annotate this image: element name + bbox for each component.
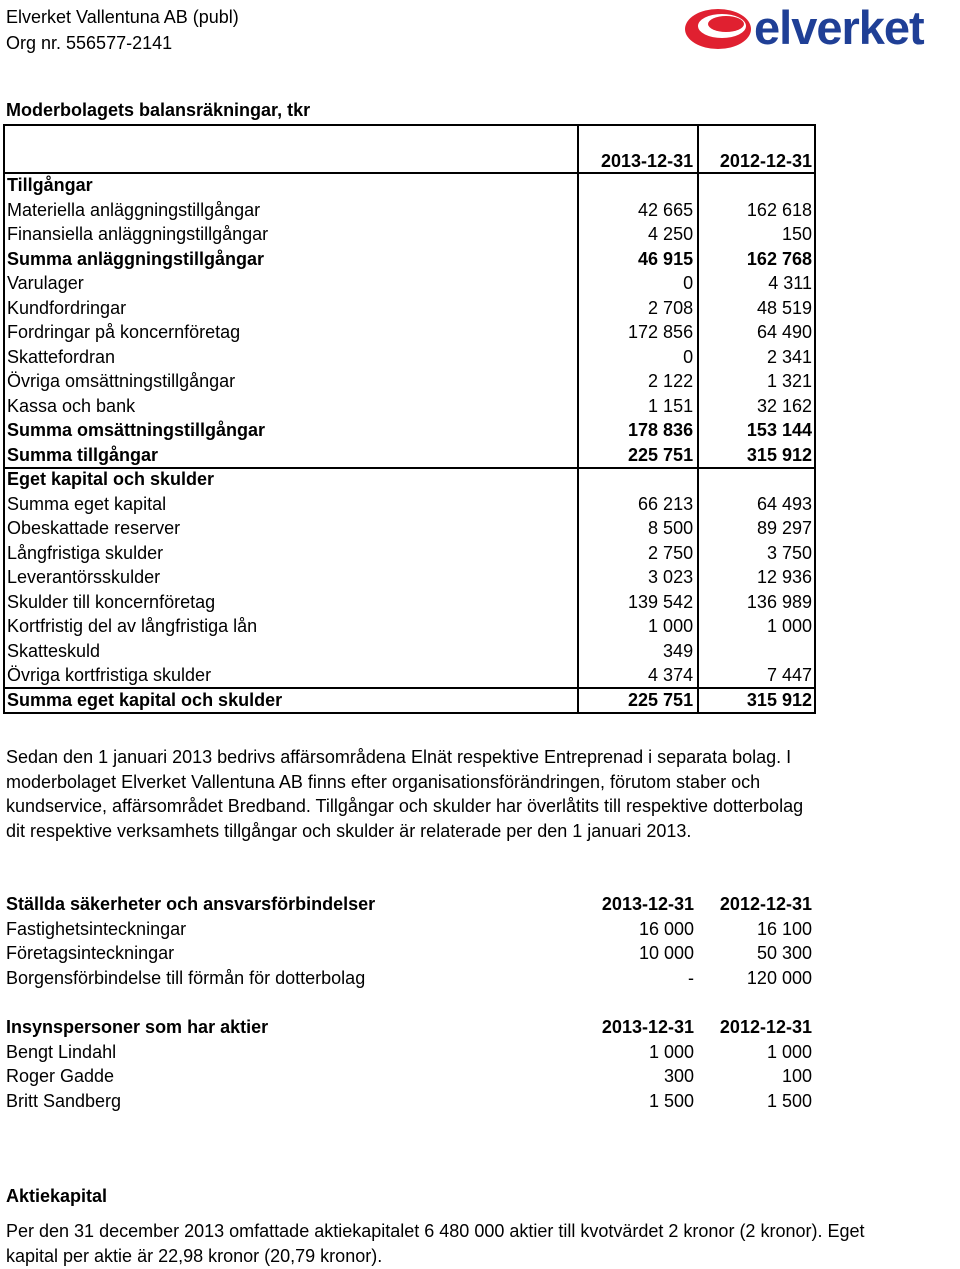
row-label: Leverantörsskulder [7,567,161,588]
row-value: 3 023 [578,565,698,590]
row-value: 1 151 [578,394,698,419]
row-label: Britt Sandberg [6,1090,122,1111]
row-value: 32 162 [698,394,816,419]
row-value: 10 000 [638,943,694,964]
table-row [3,345,816,370]
row-value: 315 912 [698,443,816,468]
row-value: 178 836 [578,418,698,443]
divider [3,467,816,469]
row-value: 7 447 [698,663,816,688]
row-value: 66 213 [578,492,698,517]
row-value: 3 750 [698,541,816,566]
table-row [3,271,816,296]
insiders-title: Insynspersoner som har aktier [6,1017,269,1038]
share-capital-title: Aktiekapital [6,1186,108,1206]
table-row [3,320,816,345]
column-header: 2012-12-31 [719,894,812,915]
row-label: Fastighetsinteckningar [6,918,187,939]
table-row [3,467,816,492]
table-header-row [3,892,815,917]
row-label: Summa tillgångar [7,444,159,465]
table-row [3,394,816,419]
row-value: 2 122 [578,369,698,394]
row-label: Kortfristig del av långfristiga lån [7,616,258,637]
table-row [3,541,816,566]
row-label: Varulager [7,273,84,294]
balance-sheet-table [3,124,816,712]
row-label: Summa eget kapital och skulder [7,689,283,710]
row-value [698,639,816,664]
table-row [3,1040,815,1065]
row-label: Skatteskuld [7,640,101,661]
table-row [3,222,816,247]
table-row [3,688,816,713]
pledges-title: Ställda säkerheter och ansvarsförbindelser [6,894,376,915]
row-value: 136 989 [698,590,816,615]
row-value: 4 311 [698,271,816,296]
row-label: Roger Gadde [6,1066,115,1087]
table-row [3,418,816,443]
row-value: 8 500 [578,516,698,541]
row-label: Materiella anläggningstillgångar [7,199,261,220]
row-value [578,467,698,492]
row-label: Kassa och bank [7,395,136,416]
row-value: 64 490 [698,320,816,345]
table-row [3,941,815,966]
table-row [3,565,816,590]
row-value: 225 751 [578,443,698,468]
row-value: 16 100 [756,918,812,939]
table-row [3,917,815,942]
balance-sheet-title: Moderbolagets balansräkningar, tkr [6,100,311,120]
logo-swoosh-icon [682,4,752,56]
row-value: 4 374 [578,663,698,688]
row-label: Eget kapital och skulder [7,469,215,490]
row-value: 1 000 [578,614,698,639]
table-row [3,590,816,615]
table-row [3,614,816,639]
row-label: Summa omsättningstillgångar [7,420,266,441]
row-label: Tillgångar [7,175,93,196]
row-value: 162 768 [698,247,816,272]
row-value: 1 321 [698,369,816,394]
table-row [3,492,816,517]
row-value: 89 297 [698,516,816,541]
row-value: 12 936 [698,565,816,590]
row-value: 300 [663,1066,694,1087]
logo-text: elverket [754,1,924,54]
row-value: 1 000 [698,614,816,639]
row-value: 46 915 [578,247,698,272]
row-label: Företagsinteckningar [6,943,175,964]
row-value: 48 519 [698,296,816,321]
row-value: 172 856 [578,320,698,345]
table-row [3,198,816,223]
insiders-table [3,1015,815,1113]
row-value: 1 500 [648,1090,694,1111]
row-value: 349 [578,639,698,664]
row-value: 0 [578,345,698,370]
row-label: Summa eget kapital [7,493,167,514]
table-row [3,124,816,149]
row-value: 0 [578,271,698,296]
column-header: 2012-12-31 [698,149,816,174]
table-row [3,1064,815,1089]
row-label: Långfristiga skulder [7,542,164,563]
table-header-row [3,149,816,174]
company-name: Elverket Vallentuna AB (publ) [6,7,239,27]
row-label: Fordringar på koncernföretag [7,322,241,343]
row-value: 50 300 [756,943,812,964]
elverket-logo [682,1,954,56]
row-value: 2 750 [578,541,698,566]
column-header: 2013-12-31 [578,149,698,174]
row-value: 1 500 [766,1090,812,1111]
row-value: 150 [698,222,816,247]
table-row [3,296,816,321]
table-row [3,369,816,394]
table-row [3,1089,815,1114]
row-value [698,173,816,198]
table-row [3,966,815,991]
row-label: Obeskattade reserver [7,518,181,539]
row-label: Finansiella anläggningstillgångar [7,224,269,245]
row-label: Skattefordran [7,346,116,367]
org-number: Org nr. 556577-2141 [6,33,173,53]
column-header: 2013-12-31 [601,1017,694,1038]
column-header: 2013-12-31 [601,894,694,915]
row-label: Kundfordringar [7,297,127,318]
row-value: 4 250 [578,222,698,247]
divider [3,172,816,174]
row-label: Övriga omsättningstillgångar [7,371,236,392]
row-value: 225 751 [578,688,698,713]
row-value: 153 144 [698,418,816,443]
row-value: 2 341 [698,345,816,370]
row-value: 139 542 [578,590,698,615]
row-label: Borgensförbindelse till förmån för dotterbolag [6,967,366,988]
pledges-table [3,892,815,990]
row-value: 162 618 [698,198,816,223]
column-header: 2012-12-31 [719,1017,812,1038]
table-row [3,516,816,541]
row-value [698,467,816,492]
row-value: 120 000 [746,967,812,988]
row-value: - [688,967,694,988]
description-paragraph: Sedan den 1 januari 2013 bedrivs affärsområdena Elnät respektive Entreprenad i separata bolag. I moderbolaget Elverket Vallentuna AB finns efter organisationsförändringen, förutom staber och kundservice, affärsområdet Bredband. Tillgångar och skulder har överlåtits till respektive dotterbolag dit respektive verksamhets tillgångar och skulder är relaterade per den 1 januari 2013. [6,747,804,841]
table-row [3,247,816,272]
divider [3,687,816,689]
row-value: 1 000 [766,1041,812,1062]
table-row [3,663,816,688]
row-value: 42 665 [578,198,698,223]
row-value: 64 493 [698,492,816,517]
row-label: Övriga kortfristiga skulder [7,665,212,686]
row-value: 2 708 [578,296,698,321]
row-value: 315 912 [698,688,816,713]
table-row [3,443,816,468]
row-label: Skulder till koncernföretag [7,591,216,612]
table-header-row [3,1015,815,1040]
row-label: Summa anläggningstillgångar [7,248,265,269]
row-label: Bengt Lindahl [6,1041,117,1062]
row-value: 100 [781,1066,812,1087]
row-value [578,173,698,198]
share-capital-text: Per den 31 december 2013 omfattade aktiekapitalet 6 480 000 aktier till kvotvärdet 2 kronor (2 kronor). Eget kapital per aktie är 22,98 kronor (20,79 kronor). [6,1221,865,1266]
row-value: 1 000 [648,1041,694,1062]
table-row [3,639,816,664]
table-row [3,173,816,198]
row-value: 16 000 [638,918,694,939]
